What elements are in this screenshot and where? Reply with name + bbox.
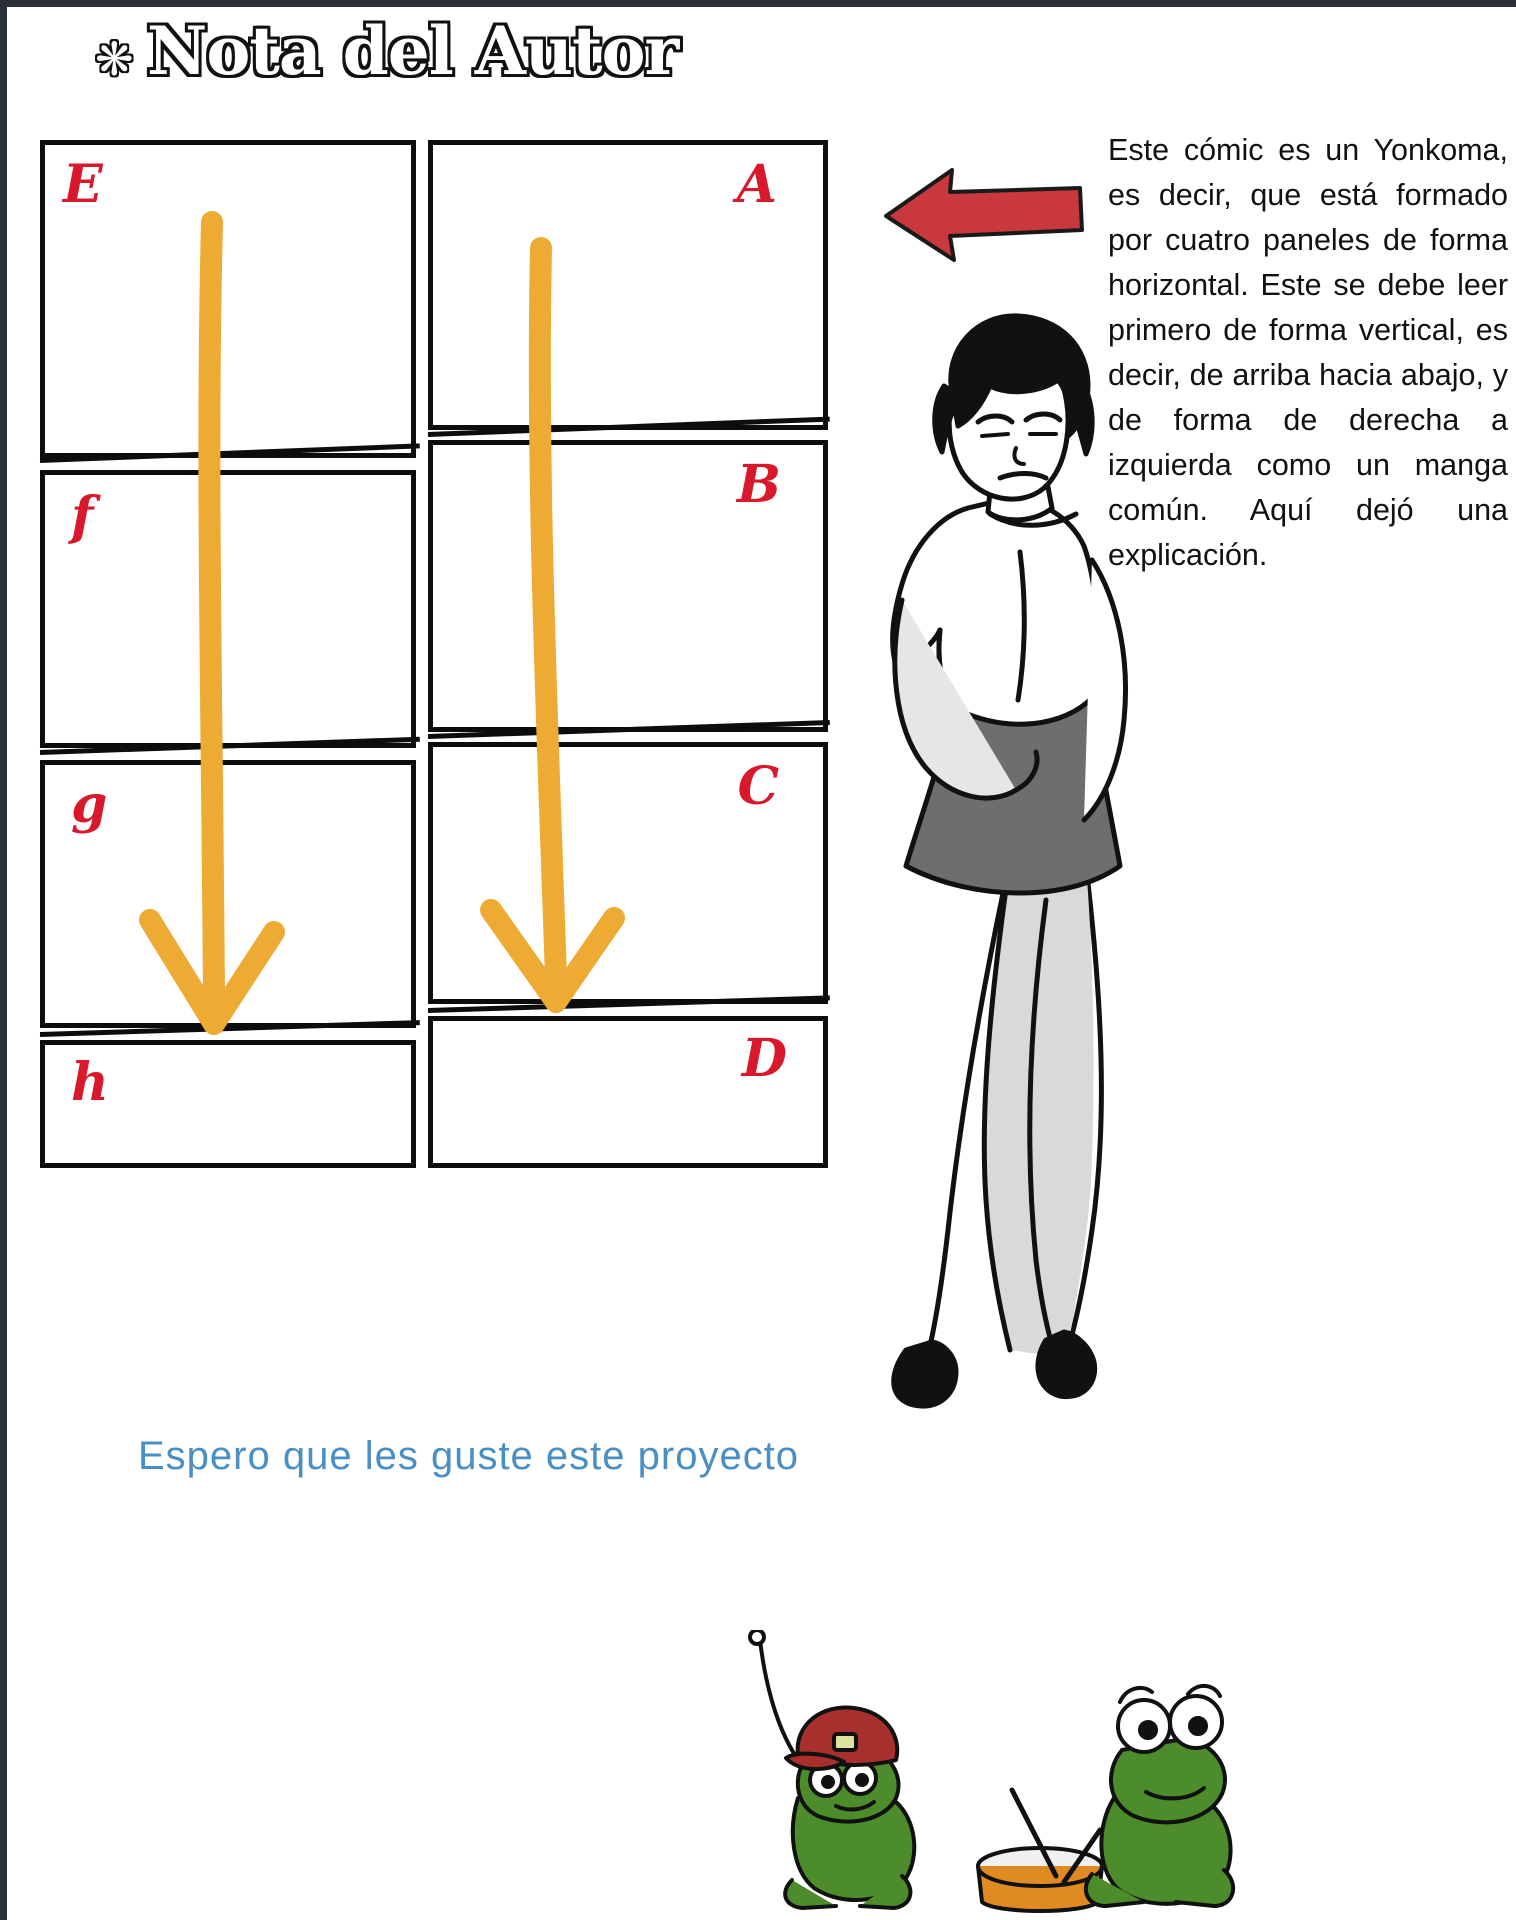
page-title [95, 12, 679, 108]
panel-c [428, 742, 828, 1004]
panel-h [40, 1040, 416, 1168]
panel-label-f: f [71, 486, 94, 547]
panel-label-b: B [737, 454, 781, 515]
panel-f [40, 470, 416, 748]
panel-label-g: g [71, 774, 108, 835]
asterisk-icon: ❋ [95, 32, 134, 86]
panel-b [428, 440, 828, 732]
panel-label-d: D [741, 1028, 787, 1089]
girl-character-illustration [840, 300, 1300, 1430]
page-title-text: Nota del Autor [147, 12, 679, 90]
panel-d [428, 1016, 828, 1168]
red-pointer-arrow-icon [880, 168, 1090, 273]
yonkoma-panel-grid [36, 140, 816, 1190]
panel-label-a: A [736, 154, 777, 215]
panel-g [40, 760, 416, 1028]
panel-label-e: E [63, 154, 103, 215]
panel-e [40, 140, 416, 458]
panel-label-c: C [737, 756, 779, 817]
tagline-text: Espero que les guste este proyecto [138, 1434, 800, 1478]
top-border-strip [0, 0, 1516, 7]
frog-band-illustration [740, 1630, 1280, 1920]
panel-label-h: h [71, 1052, 109, 1113]
left-border-strip [0, 0, 7, 1920]
panel-a [428, 140, 828, 430]
author-note-text: Este cómic es un Yonkoma, es decir, que está formado por cuatro paneles de forma horizontal. Este se debe leer primero de forma vertical, es decir, de arriba hacia abajo, y de forma de derecha a izquierda como un manga común. Aquí dejó una explicación. [1108, 133, 1508, 572]
